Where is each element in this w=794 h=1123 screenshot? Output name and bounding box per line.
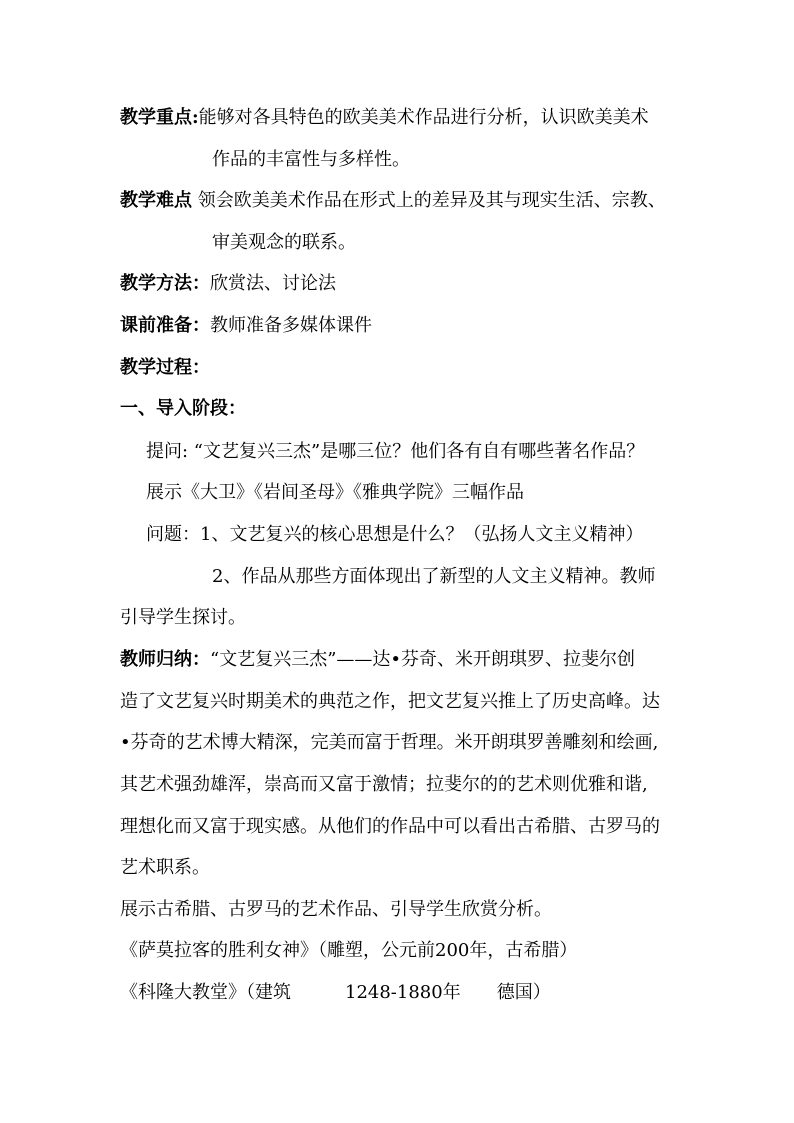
teacher-summary-line [120,648,720,672]
teacher-summary-line-2: 造了文艺复兴时期美术的典范之作，把文艺复兴推上了历史高峰。达 [120,691,660,712]
teaching-method-line [120,272,720,296]
artwork-nike-line: 《萨莫拉客的胜利女神》（雕塑，公元前200年，古希腊） [120,940,578,961]
teaching-difficulty-label: 教学难点 [120,190,192,211]
artwork-cologne-line [120,981,720,1005]
teaching-method-text: 欣赏法、讨论法 [210,273,336,294]
teaching-focus-text: 能够对各具特色的欧美美术作品进行分析，认识欧美美术 [198,107,649,128]
teaching-method-label: 教学方法： [120,273,210,294]
teacher-summary-label: 教师归纳： [120,649,210,670]
teacher-summary-line-6: 艺术职系。 [120,857,210,878]
artwork-cologne-years: 1248-1880年 [345,982,461,1003]
teacher-summary-text: “文艺复兴三杰”——达•芬奇、米开朗琪罗、拉斐尔创 [210,649,636,670]
question-two-continuation: 引导学生探讨。 [120,607,246,628]
teaching-difficulty-line [120,189,720,213]
lesson-prep-line [120,314,720,338]
intro-stage-heading: 一、导入阶段： [120,398,246,419]
teaching-difficulty-continuation: 审美观念的联系。 [212,232,356,253]
artwork-cologne-place: 德国） [496,982,551,1003]
show-ancient-works-line: 展示古希腊、古罗马的艺术作品、引导学生欣赏分析。 [120,899,552,920]
teacher-summary-line-3: •芬奇的艺术博大精深，完美而富于哲理。米开朗琪罗善雕刻和绘画, [120,732,659,753]
teaching-process-heading: 教学过程： [120,357,210,378]
teacher-summary-line-4: 其艺术强劲雄浑，崇高而又富于激情；拉斐尔的的艺术则优雅和谐, [120,774,648,795]
question-two-line: 2、作品从那些方面体现出了新型的人文主义精神。教师 [212,566,656,587]
teaching-focus-label: 教学重点: [120,107,199,128]
lesson-prep-label: 课前准备： [120,315,210,336]
teaching-focus-line [120,106,720,130]
teacher-summary-line-5: 理想化而又富于现实感。从他们的作品中可以看出古希腊、古罗马的 [120,816,660,837]
question-one-line: 问题：1、文艺复兴的核心思想是什么？（弘扬人文主义精神） [146,524,644,545]
teaching-focus-continuation: 作品的丰富性与多样性。 [212,149,410,170]
teaching-difficulty-text: 领会欧美美术作品在形式上的差异及其与现实生活、宗教、 [197,190,666,211]
intro-show-line: 展示《大卫》《岩间圣母》《雅典学院》三幅作品 [146,482,524,503]
intro-question-line: 提问: “文艺复兴三杰”是哪三位？他们各有自有哪些著名作品？ [146,441,645,462]
artwork-cologne-title: 《科隆大教堂》（建筑 [120,982,291,1003]
lesson-prep-text: 教师准备多媒体课件 [210,315,372,336]
